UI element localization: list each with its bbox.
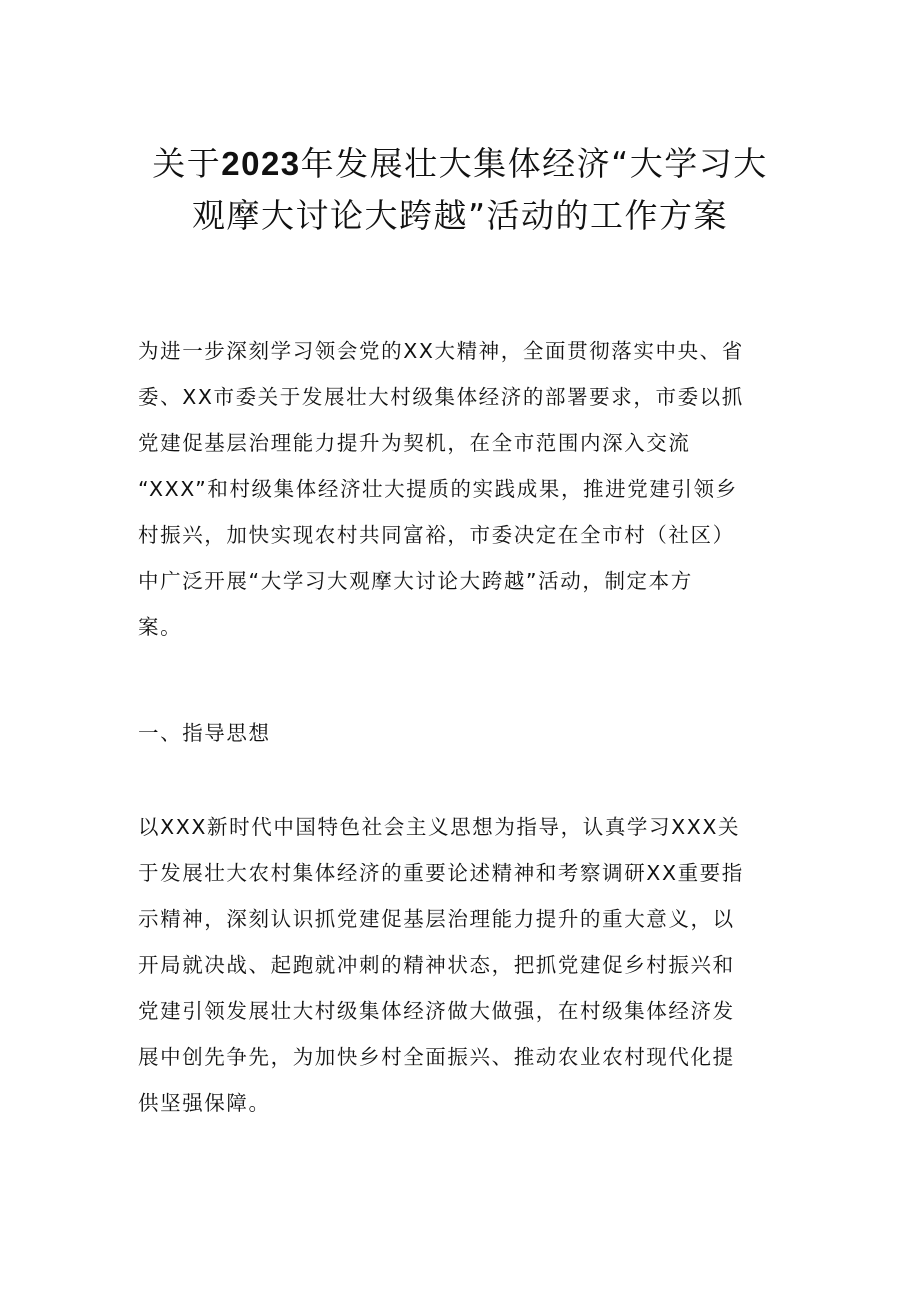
paragraph-line: 开局就决战、起跑就冲刺的精神状态，把抓党建促乡村振兴和 bbox=[138, 953, 735, 977]
section-heading-guiding-ideology: 一、指导思想 bbox=[138, 721, 271, 745]
guiding-ideology-paragraph bbox=[138, 804, 778, 1126]
title-year: 2023 bbox=[221, 145, 301, 182]
paragraph-line: 中广泛开展“大学习大观摩大讨论大跨越”活动，制定本方 bbox=[138, 569, 693, 593]
title-line-2: 观摩大讨论大跨越”活动的工作方案 bbox=[191, 196, 729, 235]
title-line-1-suffix: 年发展壮大集体经济“大学习大 bbox=[300, 144, 768, 183]
paragraph-line: 村振兴，加快实现农村共同富裕，市委决定在全市村（社区） bbox=[138, 523, 735, 547]
title-line-1-prefix: 关于 bbox=[152, 144, 222, 183]
intro-paragraph bbox=[138, 328, 778, 650]
paragraph-line: 供坚强保障。 bbox=[138, 1091, 271, 1115]
title-line-1 bbox=[110, 138, 810, 190]
paragraph-line: 展中创先争先，为加快乡村全面振兴、推动农业农村现代化提 bbox=[138, 1045, 735, 1069]
document-title bbox=[110, 138, 810, 242]
paragraph-line: 于发展壮大农村集体经济的重要论述精神和考察调研XX重要指 bbox=[138, 861, 744, 885]
paragraph-line: 党建促基层治理能力提升为契机，在全市范围内深入交流 bbox=[138, 431, 691, 455]
paragraph-line: 案。 bbox=[138, 615, 183, 639]
paragraph-line: 示精神，深刻认识抓党建促基层治理能力提升的重大意义，以 bbox=[138, 907, 735, 931]
paragraph-line: 为进一步深刻学习领会党的XX大精神，全面贯彻落实中央、省 bbox=[138, 339, 744, 363]
paragraph-line: 党建引领发展壮大村级集体经济做大做强，在村级集体经济发 bbox=[138, 999, 735, 1023]
paragraph-line: 委、XX市委关于发展壮大村级集体经济的部署要求，市委以抓 bbox=[138, 385, 744, 409]
paragraph-line: “XXX”和村级集体经济壮大提质的实践成果，推进党建引领乡 bbox=[138, 477, 738, 501]
paragraph-line: 以XXX新时代中国特色社会主义思想为指导，认真学习XXX关 bbox=[138, 815, 741, 839]
